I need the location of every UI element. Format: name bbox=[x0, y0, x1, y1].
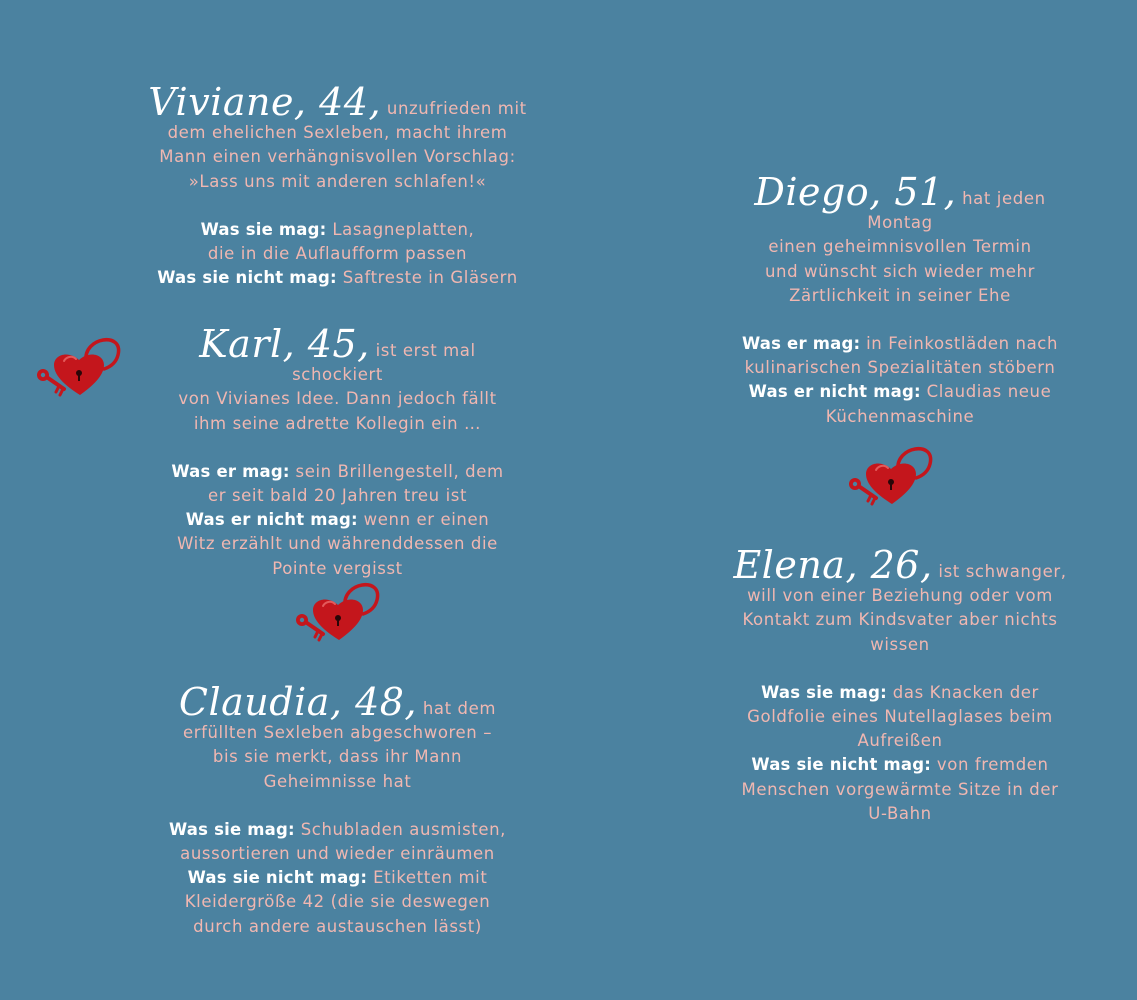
dislikes-line: Claudias neue bbox=[926, 382, 1052, 402]
heart-padlock-icon bbox=[846, 442, 936, 510]
likes-line: kulinarischen Spezialitäten stöbern bbox=[744, 358, 1056, 378]
character-diego bbox=[725, 170, 1075, 429]
dislikes-line: U-Bahn bbox=[868, 803, 932, 823]
intro-line: und wünscht sich wieder mehr bbox=[765, 261, 1035, 281]
character-name: Diego, 51, bbox=[754, 170, 957, 214]
likes-line: Goldfolie eines Nutellaglases beim bbox=[747, 707, 1053, 727]
character-name: Karl, 45, bbox=[199, 322, 370, 366]
likes-label: Was sie mag: bbox=[200, 219, 327, 239]
intro-line: ist erst mal schockiert bbox=[292, 341, 476, 385]
likes-line: die in die Auflaufform passen bbox=[207, 244, 468, 264]
dislikes bbox=[140, 266, 535, 290]
character-karl bbox=[155, 322, 520, 581]
likes-label: Was sie mag: bbox=[168, 819, 295, 839]
dislikes-line: Witz erzählt und währenddessen die bbox=[177, 534, 498, 554]
dislikes bbox=[155, 508, 520, 581]
intro-line: ist schwanger, bbox=[938, 562, 1067, 581]
dislikes bbox=[725, 380, 1075, 428]
likes bbox=[140, 218, 535, 266]
intro-line: erfüllten Sexleben abgeschworen – bbox=[182, 723, 493, 743]
intro bbox=[725, 543, 1075, 657]
intro-line: hat dem bbox=[422, 699, 497, 718]
dislikes-line: Kleidergröße 42 (die sie deswegen bbox=[184, 892, 491, 912]
likes-line: Schubladen ausmisten, bbox=[300, 819, 507, 839]
intro-line: »Lass uns mit anderen schlafen!« bbox=[188, 171, 487, 191]
dislikes-line: Küchenmaschine bbox=[825, 406, 975, 426]
likes-label: Was er mag: bbox=[741, 334, 861, 354]
intro-line: ihm seine adrette Kollegin ein … bbox=[193, 413, 482, 433]
likes-label: Was er mag: bbox=[171, 461, 290, 481]
character-claudia bbox=[160, 680, 515, 939]
intro-line: Mann einen verhängnisvollen Vorschlag: bbox=[159, 147, 516, 167]
dislikes-line: wenn er einen bbox=[363, 510, 490, 530]
intro-line: unzufrieden mit bbox=[386, 99, 527, 118]
dislikes-label: Was sie nicht mag: bbox=[157, 268, 337, 288]
character-elena bbox=[725, 543, 1075, 826]
character-name: Elena, 26, bbox=[733, 543, 933, 587]
intro-line: wissen bbox=[870, 634, 930, 654]
dislikes bbox=[160, 866, 515, 939]
likes-line: sein Brillengestell, dem bbox=[295, 461, 504, 481]
dislikes bbox=[725, 753, 1075, 826]
likes-line: das Knacken der bbox=[892, 682, 1039, 702]
heart-padlock-icon bbox=[34, 333, 124, 401]
intro-line: will von einer Beziehung oder vom bbox=[747, 586, 1053, 606]
intro-line: Geheimnisse hat bbox=[263, 771, 412, 791]
likes-line: Lasagneplatten, bbox=[332, 219, 475, 239]
likes bbox=[155, 460, 520, 508]
dislikes-label: Was er nicht mag: bbox=[185, 510, 358, 530]
intro-line: einen geheimnisvollen Termin bbox=[768, 237, 1032, 257]
intro bbox=[140, 80, 535, 194]
intro-line: bis sie merkt, dass ihr Mann bbox=[212, 747, 463, 767]
likes-line: in Feinkostläden nach bbox=[866, 334, 1059, 354]
intro bbox=[160, 680, 515, 794]
likes bbox=[725, 681, 1075, 754]
likes-line: er seit bald 20 Jahren treu ist bbox=[207, 486, 468, 506]
character-name: Claudia, 48, bbox=[178, 680, 418, 724]
dislikes-line: Pointe vergisst bbox=[272, 558, 403, 578]
intro-line: Zärtlichkeit in seiner Ehe bbox=[789, 285, 1011, 305]
dislikes-label: Was sie nicht mag: bbox=[751, 755, 932, 775]
likes-line: Aufreißen bbox=[857, 731, 943, 751]
character-viviane bbox=[140, 80, 535, 290]
dislikes-label: Was er nicht mag: bbox=[748, 382, 921, 402]
dislikes-line: von fremden bbox=[936, 755, 1049, 775]
likes-label: Was sie mag: bbox=[761, 682, 887, 702]
dislikes-line: durch andere austauschen lässt) bbox=[193, 916, 482, 936]
intro-line: von Vivianes Idee. Dann jedoch fällt bbox=[178, 389, 497, 409]
likes-line: aussortieren und wieder einräumen bbox=[180, 844, 495, 864]
intro-line: Kontakt zum Kindsvater aber nichts bbox=[742, 610, 1058, 630]
character-name: Viviane, 44, bbox=[148, 80, 382, 124]
dislikes-label: Was sie nicht mag: bbox=[187, 868, 368, 888]
likes bbox=[160, 818, 515, 866]
dislikes-line: Etiketten mit bbox=[373, 868, 488, 888]
likes bbox=[725, 332, 1075, 380]
dislikes-line: Menschen vorgewärmte Sitze in der bbox=[741, 779, 1059, 799]
intro bbox=[725, 170, 1075, 308]
intro-line: dem ehelichen Sexleben, macht ihrem bbox=[167, 123, 508, 143]
heart-padlock-icon bbox=[293, 578, 383, 646]
dislikes-line: Saftreste in Gläsern bbox=[342, 268, 518, 288]
intro bbox=[155, 322, 520, 436]
intro-line: hat jeden Montag bbox=[867, 189, 1046, 233]
